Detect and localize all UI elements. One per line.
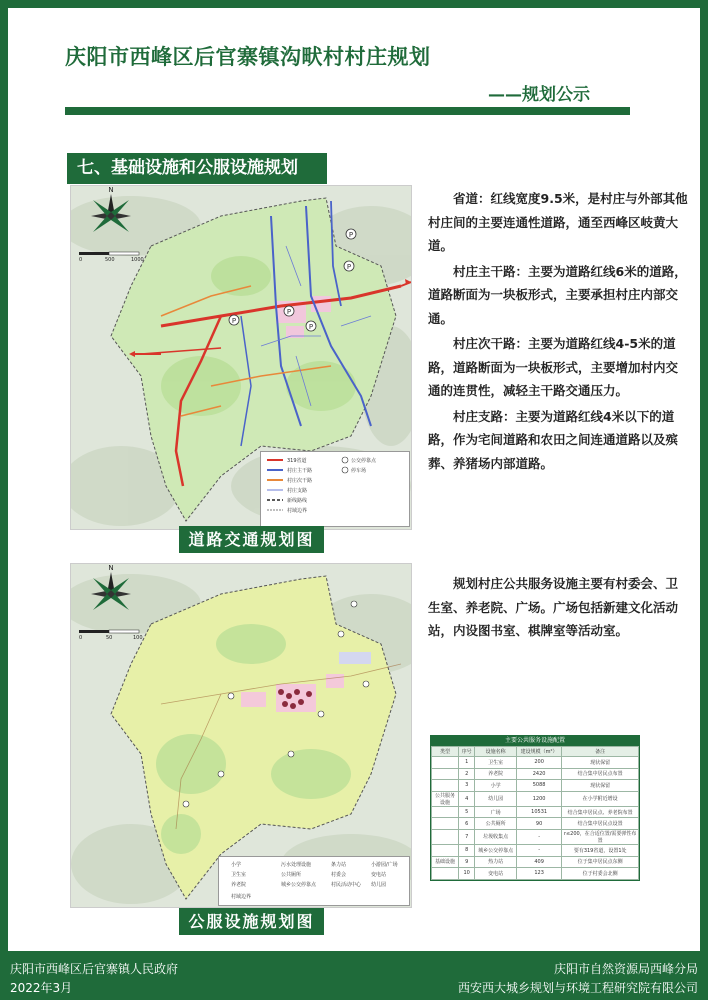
table-cell: 409 [516,856,562,868]
page-title: 庆阳市西峰区后官寨镇沟畎村村庄规划 [65,45,431,69]
legend-provincial-road: 319省道 [287,458,307,464]
table-cell: 公共厕所 [475,818,516,830]
legend-village-boundary: 村域边界 [287,508,308,514]
svg-text:0: 0 [79,257,83,263]
facility-map-legend [218,856,410,906]
svg-text:50: 50 [106,635,113,641]
footer-institute-name: 西安西大城乡规划与环境工程研究院有限公司 [457,981,698,995]
table-header-cell: 类型 [432,747,459,757]
table-row [432,856,639,868]
table-cell: 200 [516,757,562,769]
table-header-cell: 备注 [562,747,639,757]
legend-branch-road: 村庄支路 [287,488,308,494]
svg-text:500: 500 [105,257,115,263]
legend-kindergarten: 幼儿园 [371,882,387,888]
facility-table [430,735,640,881]
legend-sewage: 污水处理设施 [281,862,312,868]
svg-text:1000: 1000 [131,257,144,263]
footer-gov-name: 庆阳市西峰区后官寨镇人民政府 [10,962,179,976]
legend-toilet: 公共厕所 [281,872,302,878]
table-cell: 结合集中居民点、养老院布置 [562,806,639,818]
table-cell: 基础设施 [432,856,459,868]
table-cell: 广场 [475,806,516,818]
table-row [432,818,639,830]
page-subtitle: ——规划公示 [488,85,590,105]
table-cell: 城乡公交停靠点 [475,844,516,856]
table-cell: 7 [458,829,475,844]
table-row [432,806,639,818]
table-cell [432,806,459,818]
facility-table-title: 主要公共服务设施配置 [431,736,639,746]
legend-nursing-home: 养老院 [231,882,247,888]
svg-text:N: N [108,564,114,572]
road-map-caption: 道路交通规划图 [179,526,324,553]
svg-text:P: P [348,231,354,239]
legend-activity-center: 村民活动中心 [331,882,362,888]
table-cell: 现状保留 [562,757,639,769]
road-text-provincial: 省道：红线宽度9.5米，是村庄与外部其他村庄间的主要连通性道路，通至西峰区岐黄大道。 [428,191,688,253]
footer-left [10,960,178,998]
table-header-cell: 建设规模（m²） [516,747,562,757]
table-cell: 90 [516,818,562,830]
table-row [432,768,639,780]
svg-text:P: P [286,308,292,316]
table-cell: 结合集中居民点布置 [562,768,639,780]
table-cell: r≤200，在合适位置/需要弹性布置 [562,829,639,844]
table-cell [432,818,459,830]
road-text-branch: 村庄支路：主要为道路红线4米以下的道路，作为宅间道路和农田之间连通道路以及殡葬、养猪场内部道路。 [428,408,679,471]
table-cell: 现状保留 [562,780,639,792]
svg-text:100: 100 [133,635,143,641]
footer-bureau-name: 庆阳市自然资源局西峰分局 [553,962,698,976]
table-cell: 9 [458,856,475,868]
table-cell: 10 [458,868,475,880]
table-row [432,757,639,769]
svg-text:P: P [231,317,237,325]
road-description [428,187,690,477]
legend-parking: 停车场 [351,468,367,474]
table-header-cell: 序号 [458,747,475,757]
table-cell [432,780,459,792]
svg-text:P: P [346,263,352,271]
page-sheet [8,8,700,951]
facility-description [428,572,690,645]
table-cell: 8 [458,844,475,856]
legend-village-committee: 村委会 [331,872,347,878]
table-cell: 1200 [516,791,562,806]
table-cell: 垃圾收集点 [475,829,516,844]
table-cell: 养老院 [475,768,516,780]
table-cell [432,768,459,780]
road-map-legend [260,451,410,527]
legend-school: 小学 [231,862,242,868]
table-cell: 1 [458,757,475,769]
section-heading: 七、基础设施和公服设施规划 [67,153,327,184]
table-cell: 幼儿园 [475,791,516,806]
facility-map-caption: 公服设施规划图 [179,908,324,935]
legend-substation: 变电站 [371,872,387,878]
legend-secondary-road: 村庄次干路 [287,478,313,484]
legend-clinic: 卫生室 [231,872,247,878]
footer-right [458,960,698,998]
table-cell: 6 [458,818,475,830]
svg-text:N: N [108,186,114,194]
table-row [432,868,639,880]
table-cell: 位于集中居民点东侧 [562,856,639,868]
table-cell: 结合集中居民点设置 [562,818,639,830]
road-text-secondary: 村庄次干路：主要为道路红线4-5米的道路，道路断面为一块板形式，主要增加村内交通的连贯性，减轻主干路交通压力。 [428,336,679,398]
footer-date: 2022年3月 [10,981,73,995]
svg-text:P: P [308,323,314,331]
legend-new-route: 新线路线 [287,498,308,504]
title-divider [65,107,630,115]
table-cell: 卫生室 [475,757,516,769]
road-text-main: 村庄主干路：主要为道路红线6米的道路，道路断面为一块板形式，主要承担村庄内部交通。 [428,263,687,326]
facility-text: 规划村庄公共服务设施主要有村委会、卫生室、养老院、广场。广场包括新建文化活动站，内设图书室、棋牌室等活动室。 [428,576,679,638]
table-cell: 位于村委会北侧 [562,868,639,880]
table-cell: 2 [458,768,475,780]
table-cell: 5088 [516,780,562,792]
legend-boundary: 村域边界 [231,894,252,900]
table-cell: 热力站 [475,856,516,868]
table-cell: 4 [458,791,475,806]
table-header-cell: 设施名称 [475,747,516,757]
table-cell: 2420 [516,768,562,780]
table-row [432,844,639,856]
table-cell: - [516,844,562,856]
table-row [432,829,639,844]
table-header-row [432,747,639,757]
table-cell: 5 [458,806,475,818]
table-cell [432,868,459,880]
table-cell: 3 [458,780,475,792]
table-cell: 10531 [516,806,562,818]
table-row [432,780,639,792]
legend-bus-stop: 公交停靠点 [351,458,377,464]
legend-bus-stop: 城乡公交停靠点 [281,882,317,888]
legend-power: 条力站 [331,862,347,868]
table-cell: - [516,829,562,844]
table-cell [432,829,459,844]
table-cell: 在小学附近增设 [562,791,639,806]
table-cell [432,757,459,769]
table-cell: 要有319省道，设置1处 [562,844,639,856]
table-cell [432,844,459,856]
legend-main-road: 村庄主干路 [287,468,313,474]
legend-park: 小游园/广场 [371,862,398,868]
svg-text:0: 0 [79,635,83,641]
table-cell: 123 [516,868,562,880]
table-cell: 变电站 [475,868,516,880]
table-cell: 公共服务设施 [432,791,459,806]
table-row [432,791,639,806]
table-cell: 小学 [475,780,516,792]
